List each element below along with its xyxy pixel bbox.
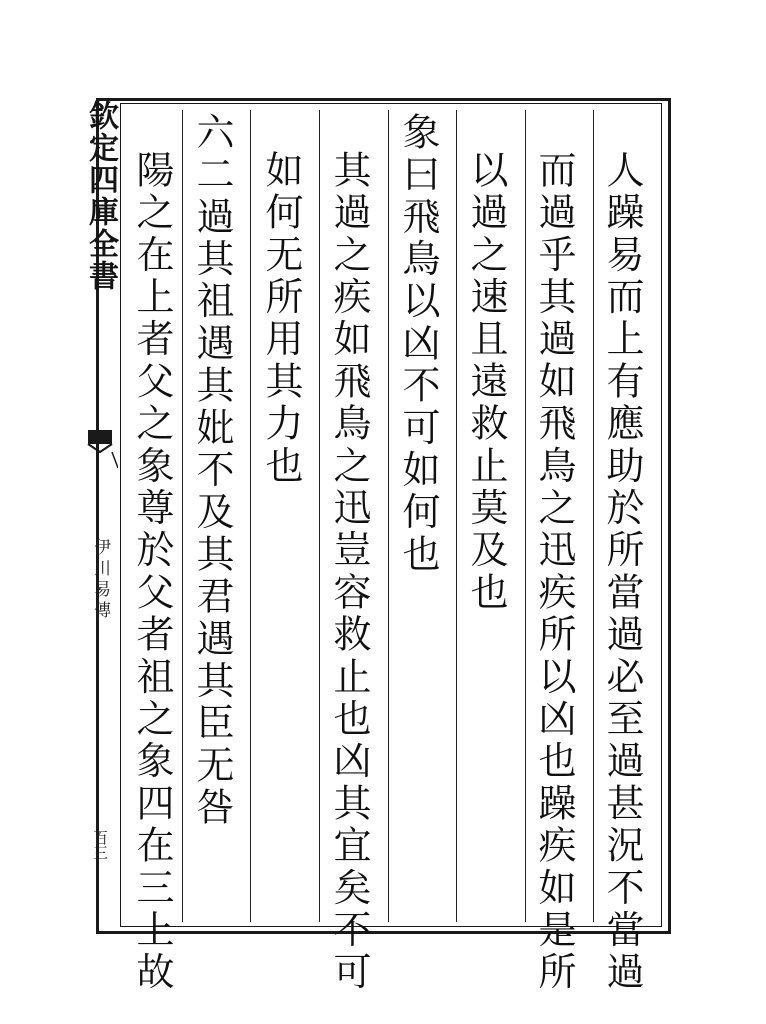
margin-page-number: 百三 bbox=[91, 830, 109, 860]
column-rule bbox=[182, 110, 183, 922]
text-column-7: 六二過其祖遇其妣不及其君遇其臣无咎 bbox=[190, 112, 234, 830]
column-rule bbox=[250, 110, 251, 922]
text-column-5: 其過之疾如飛鳥之迅豈容救止也凶其宜矣不可 bbox=[327, 150, 371, 994]
margin-book-title: 伊川易傳 bbox=[90, 538, 110, 622]
fishtail-mark-icon bbox=[82, 422, 118, 470]
text-column-3: 以過之速且遠救止莫及也 bbox=[464, 150, 508, 615]
column-rule bbox=[319, 110, 320, 922]
column-rule bbox=[456, 110, 457, 922]
column-rule bbox=[388, 110, 389, 922]
margin-strip bbox=[82, 100, 118, 930]
margin-title: 欽定四庫全書 bbox=[83, 100, 118, 292]
text-column-4: 象曰飛鳥以凶不可如何也 bbox=[396, 112, 440, 577]
text-column-1: 人躁易而上有應助於所當過必至過甚況不當過 bbox=[600, 150, 644, 994]
text-column-2: 而過乎其過如飛鳥之迅疾所以凶也躁疾如是所 bbox=[532, 150, 576, 994]
text-column-6: 如何无所用其力也 bbox=[259, 150, 303, 488]
text-column-8: 陽之在上者父之象尊於父者祖之象四在三上故 bbox=[130, 150, 174, 994]
